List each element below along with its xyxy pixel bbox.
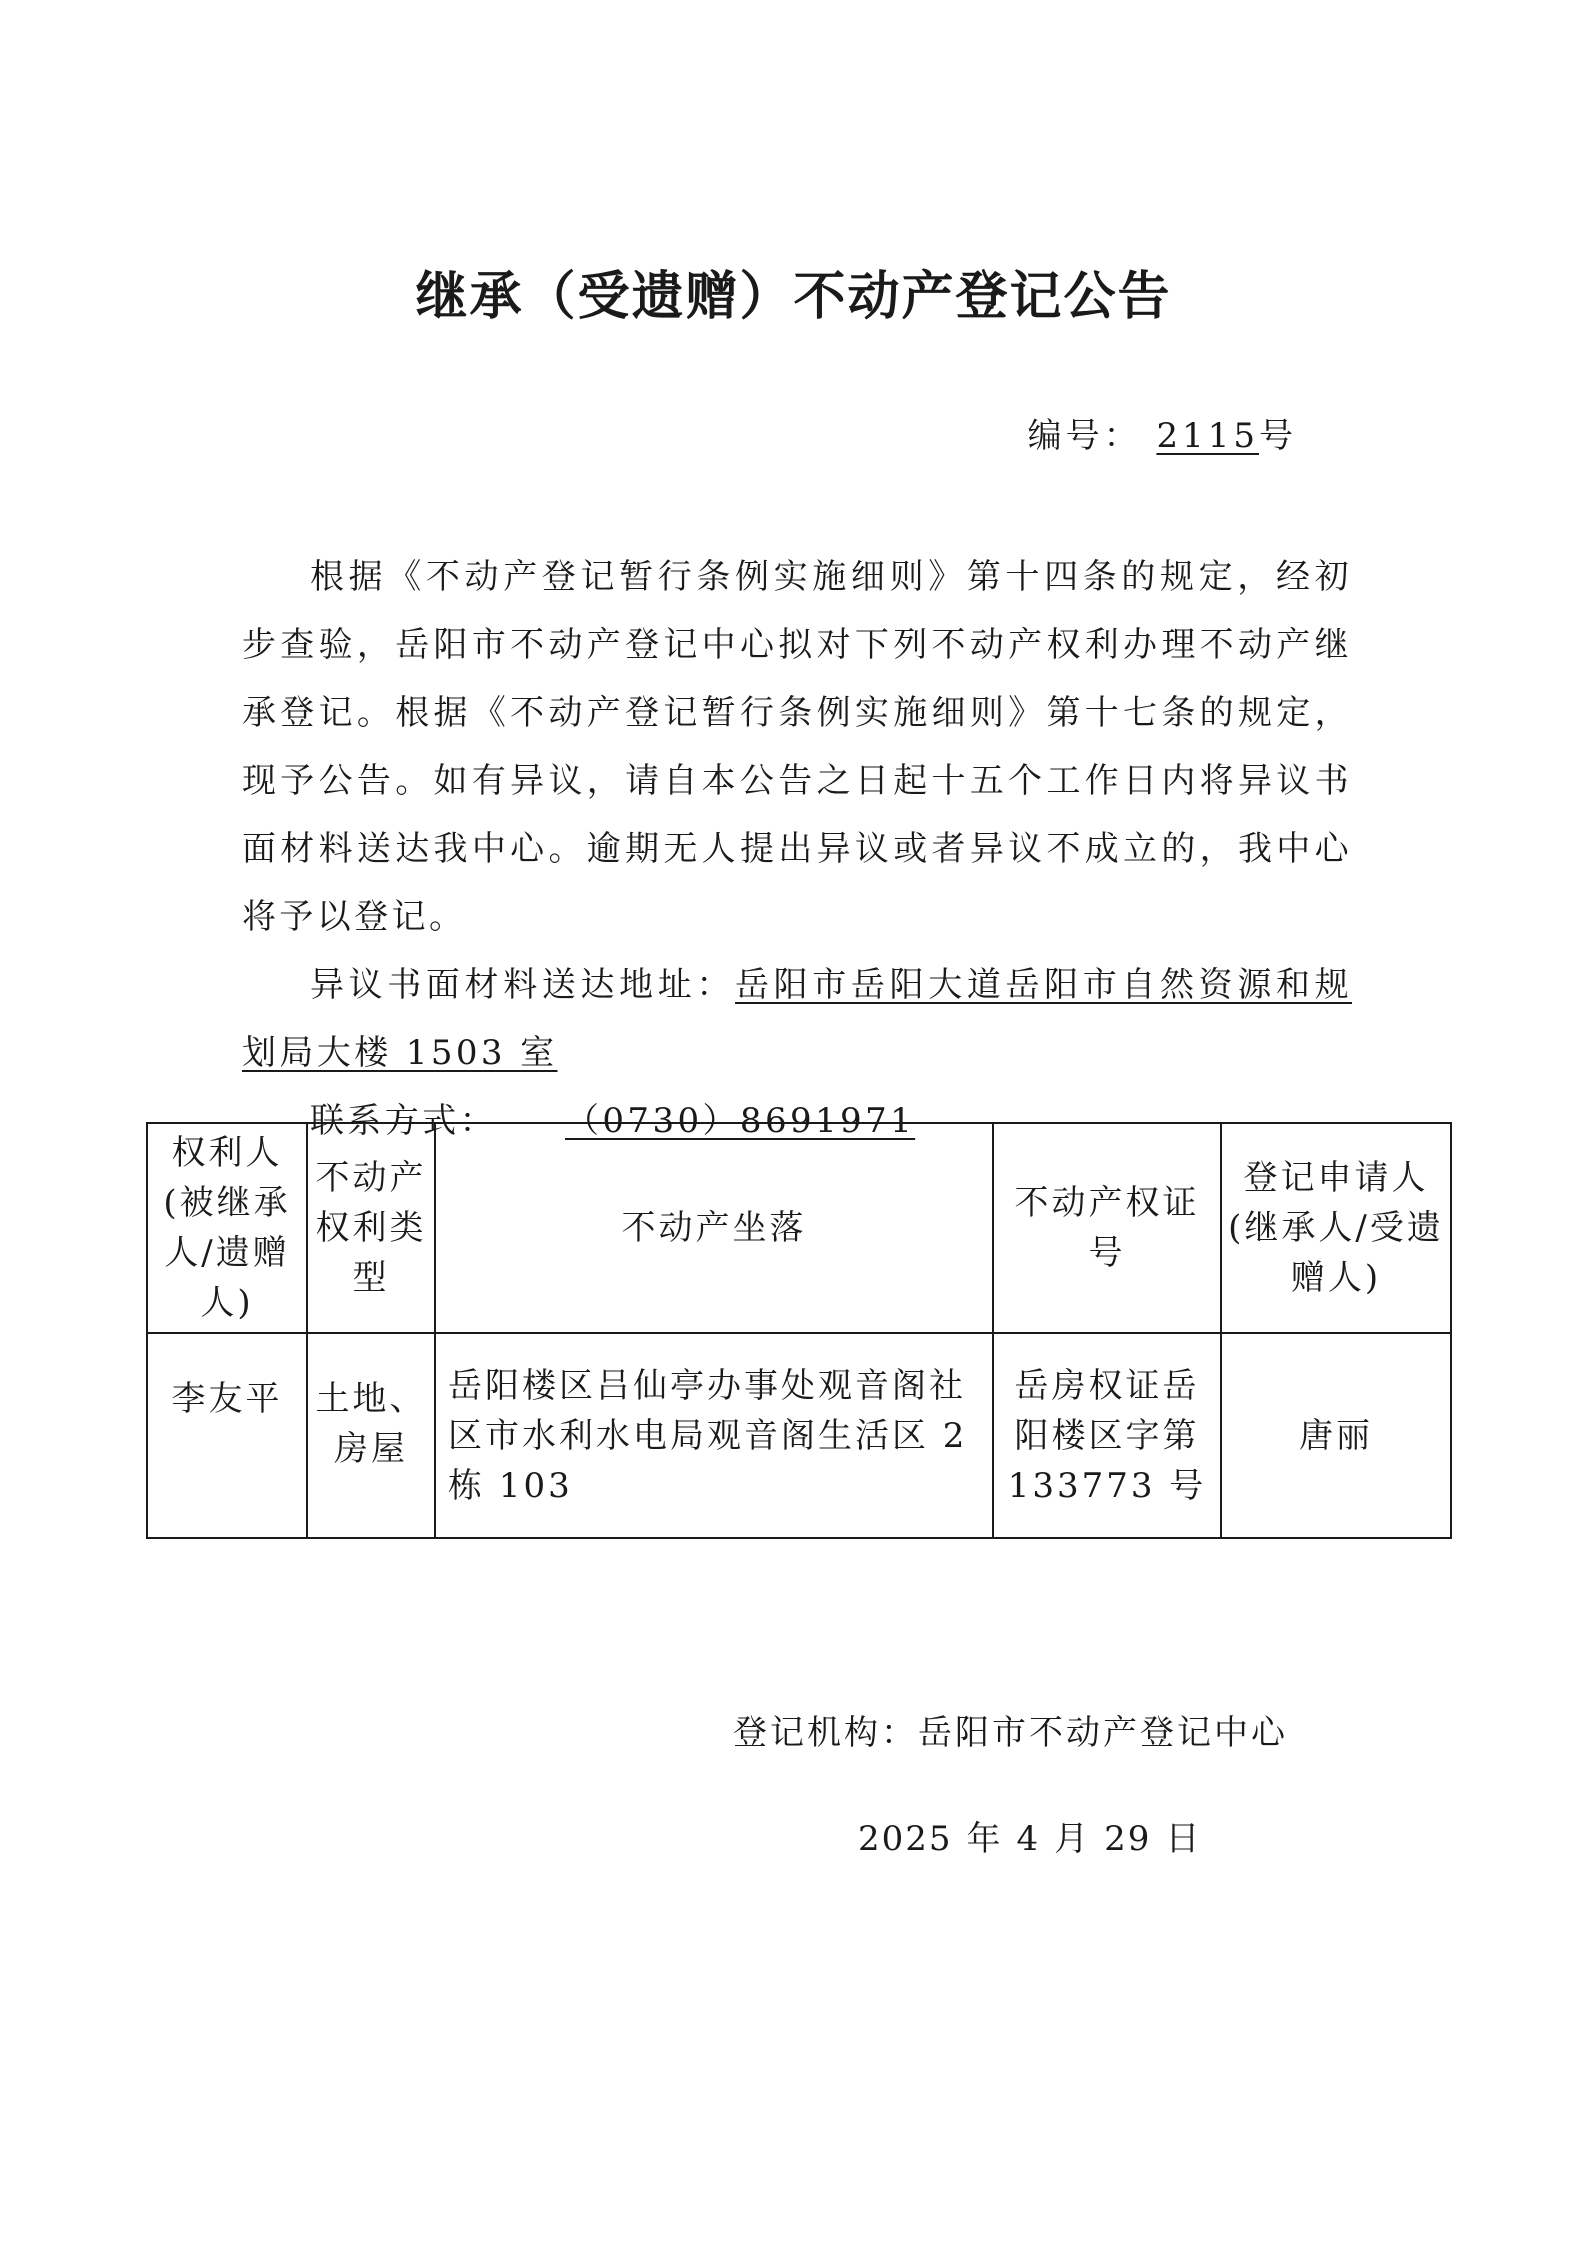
cell-location: 岳阳楼区吕仙亭办事处观音阁社区市水利水电局观音阁生活区 2 栋 103 (435, 1333, 993, 1538)
org-label: 登记机构： (733, 1713, 918, 1753)
cell-applicant: 唐丽 (1221, 1333, 1451, 1538)
serial-suffix: 号 (1259, 416, 1297, 456)
contact-label: 联系方式： (310, 1101, 497, 1141)
date-month: 4 (1016, 1819, 1041, 1859)
date-day-unit: 日 (1165, 1819, 1202, 1859)
header-location: 不动产坐落 (435, 1123, 993, 1333)
serial-label: 编号： (1027, 416, 1142, 456)
cell-holder: 李友平 (147, 1333, 307, 1538)
page-title: 继承（受遗赠）不动产登记公告 (415, 267, 1172, 327)
date-day: 29 (1104, 1819, 1152, 1859)
address-line (242, 951, 1352, 1087)
cell-cert-no: 岳房权证岳阳楼区字第 133773 号 (993, 1333, 1221, 1538)
date-year-unit: 年 (966, 1819, 1003, 1859)
header-applicant: 登记申请人(继承人/受遗赠人) (1221, 1123, 1451, 1333)
registration-org (733, 1708, 1288, 1758)
table-header-row (147, 1123, 1451, 1333)
property-table (146, 1122, 1452, 1539)
serial-value: 2115 (1156, 416, 1259, 456)
address-value: 岳阳市岳阳大道岳阳市自然资源和规划局大楼 1503 室 (242, 965, 1352, 1073)
table-row (147, 1333, 1451, 1538)
contact-value: （0730）8691971 (565, 1101, 916, 1141)
header-type: 不动产权利类型 (307, 1123, 435, 1333)
notice-date (858, 1814, 1215, 1864)
notice-paragraph: 根据《不动产登记暂行条例实施细则》第十四条的规定，经初步查验，岳阳市不动产登记中心拟对下列不动产权利办理不动产继承登记。根据《不动产登记暂行条例实施细则》第十七条的规定，现予公告。如有异议，请自本公告之日起十五个工作日内将异议书面材料送达我中心。逾期无人提出异议或者异议不成立的，我中心将予以登记。 (242, 557, 1352, 937)
date-year: 2025 (858, 1819, 953, 1859)
serial-number (1028, 412, 1297, 460)
notice-body (242, 543, 1352, 1155)
cell-type: 土地、房屋 (307, 1333, 435, 1538)
header-cert-no: 不动产权证号 (993, 1123, 1221, 1333)
date-month-unit: 月 (1054, 1819, 1091, 1859)
address-label: 异议书面材料送达地址： (310, 965, 736, 1005)
header-holder: 权利人(被继承人/遗赠人) (147, 1123, 307, 1333)
org-value: 岳阳市不动产登记中心 (918, 1713, 1288, 1753)
